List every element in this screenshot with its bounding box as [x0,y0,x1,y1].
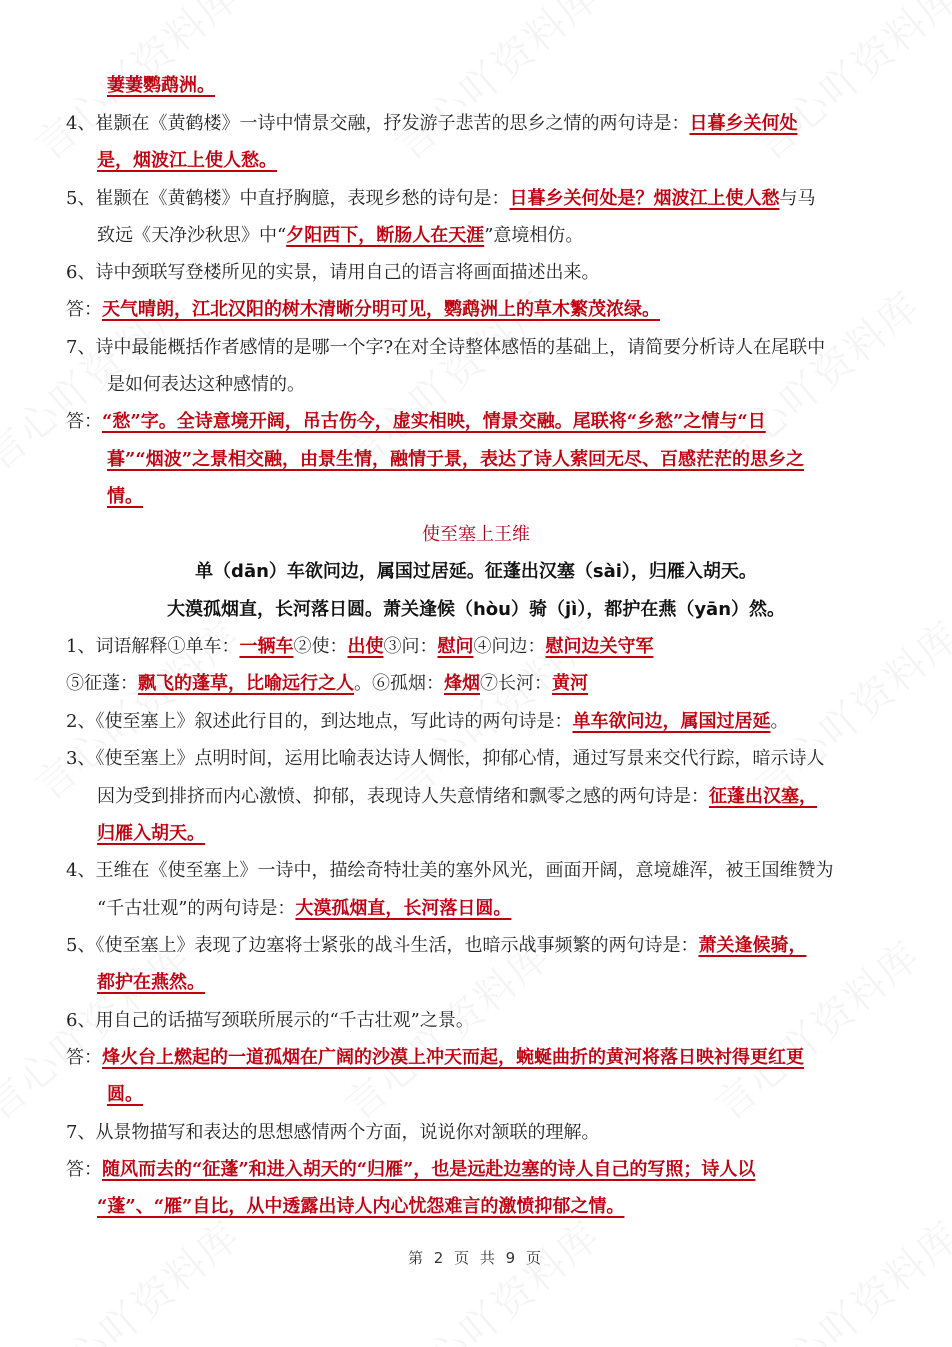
question-1: 1、词语解释①单车：一辆车②使：出使③问：慰问④问边：慰问边关守军 [66,636,654,657]
watermark [21,1206,251,1347]
watermark [741,0,952,171]
page-indicator: 第 2 页 共 9 页 [408,1249,544,1267]
watermark [741,1206,952,1347]
answer-6-cont: 圆。 [107,1084,143,1105]
answer: 是，烟波江上使人愁。 [97,150,277,171]
question-7-cont: 是如何表达这种感情的。 [107,374,305,395]
answer: 夕阳西下，断肠人在天涯 [286,225,485,246]
question-6: 6、诗中颈联写登楼所见的实景，请用自己的语言将画面描述出来。 [66,262,600,283]
poem-title: 使至塞上王维 [422,524,530,545]
answer-6: 答：烽火台上燃起的一道孤烟在广阔的沙漠上冲天而起，蜿蜒曲折的黄河将落日映衬得更红更 [66,1047,804,1068]
question-5-cont: 致远《天净沙秋思》中“夕阳西下，断肠人在天涯”意境相仿。 [97,225,584,246]
answer-7-cont: “蓬”、“雁”自比，从中透露出诗人内心忧怨难言的激愤抑郁之情。 [97,1196,625,1217]
question-3-cont: 归雁入胡天。 [97,823,205,844]
question-4-cont [97,149,277,173]
answer-7-cont: 暮”“烟波”之景相交融，由景生情，融情于景，表达了诗人萦回无尽、百感茫茫的思乡之 [107,449,805,470]
question-5: 5、崔颢在《黄鹤楼》中直抒胸臆，表现乡愁的诗句是：日暮乡关何处是？烟波江上使人愁与马 [66,188,816,209]
question-5-cont: 都护在燕然。 [97,972,205,993]
watermark [381,1206,611,1347]
question-2: 2、《使至塞上》叙述此行目的，到达地点，写此诗的两句诗是：单车欲问边，属国过居延。 [66,711,789,732]
question-7: 7、诗中最能概括作者感情的是哪一个字?在对全诗整体感悟的基础上，请简要分析诗人在尾联中 [66,337,826,358]
answer-7-cont: 情。 [107,486,143,507]
question-7: 7、从景物描写和表达的思想感情两个方面，说说你对颔联的理解。 [66,1122,600,1143]
question-3: 3、《使至塞上》点明时间，运用比喻表达诗人惆怅，抑郁心情，通过写景来交代行踪，暗示诗人 [66,748,825,769]
question-6: 6、用自己的话描写颈联所展示的“千古壮观”之景。 [66,1010,474,1031]
carry-over-answer: 萋萋鹦鹉洲。 [107,75,215,96]
question-3-cont: 因为受到排挤而内心激愤、抑郁，表现诗人失意情绪和飘零之感的两句诗是：征蓬出汉塞， [97,786,817,807]
answer: 日暮乡关何处是？烟波江上使人愁 [509,188,780,209]
poem-line-2: 大漠孤烟直，长河落日圆。萧关逢候（hòu）骑（jì），都护在燕（yān）然。 [166,599,786,620]
question-4: 4、崔颢在《黄鹤楼》一诗中情景交融，抒发游子悲苦的思乡之情的两句诗是：日暮乡关何处 [66,113,798,134]
question-4-cont: “千古壮观”的两句诗是：大漠孤烟直，长河落日圆。 [97,898,512,919]
answer: 日暮乡关何处 [689,113,798,134]
poem-line-1: 单（dān）车欲问边，属国过居延。征蓬出汉塞（sài），归雁入胡天。 [195,561,757,582]
answer-7: 答：随风而去的“征蓬”和进入胡天的“归雁”，也是远赴边塞的诗人自己的写照；诗人以 [66,1159,756,1180]
answer-6: 答：天气晴朗，江北汉阳的树木清晰分明可见，鹦鹉洲上的草木繁茂浓绿。 [66,299,660,320]
question-5: 5、《使至塞上》表现了边塞将士紧张的战斗生活，也暗示战事频繁的两句诗是：萧关逢候骑， [66,935,807,956]
answer-7: 答：“愁”字。全诗意境开阔，吊古伤今，虚实相映，情景交融。尾联将“乡愁”之情与“日 [66,411,766,432]
watermark [381,0,611,171]
watermark [741,606,952,812]
question-1-cont: ⑤征蓬：飘飞的蓬草，比喻远行之人。⑥孤烟：烽烟⑦长河：黄河 [66,673,588,694]
question-4: 4、王维在《使至塞上》一诗中，描绘奇特壮美的塞外风光，画面开阔，意境雄浑，被王国维赞为 [66,860,834,881]
